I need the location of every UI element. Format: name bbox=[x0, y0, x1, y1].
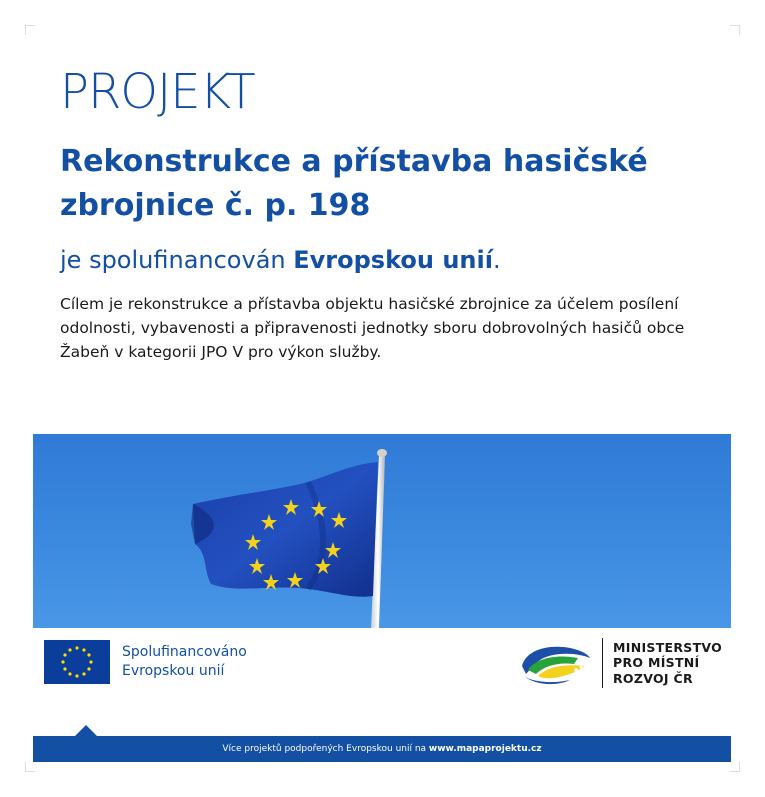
eu-flag-photo bbox=[33, 434, 731, 628]
project-title: Rekonstrukce a přístavba hasičské zbrojnice č. p. 198 bbox=[60, 144, 648, 223]
eu-logo-line1: Spolufinancováno bbox=[122, 644, 247, 660]
crop-mark-top-right bbox=[730, 25, 740, 35]
mmr-divider bbox=[602, 638, 603, 688]
crop-mark-bottom-right bbox=[730, 762, 740, 772]
crop-mark-top-left bbox=[25, 25, 35, 35]
ministry-line3: ROZVOJ ČR bbox=[613, 670, 693, 686]
eu-logo-line2: Evropskou unií bbox=[122, 663, 225, 679]
mmr-emblem-icon bbox=[518, 640, 594, 686]
subtitle-suffix: . bbox=[492, 246, 501, 274]
cofinancing-statement bbox=[60, 246, 501, 275]
ministry-line1: MINISTERSTVO bbox=[613, 639, 723, 655]
footer-link[interactable]: www.mapaprojektu.cz bbox=[428, 744, 542, 754]
crop-mark-bottom-left bbox=[25, 762, 35, 772]
project-description: Cílem je rekonstrukce a přístavba objektu hasičské zbrojnice za účelem posílení odolnosti, vybavenosti a připravenosti jednotky sboru dobrovolných hasičů obce Žabeň v kategorii JPO V pro výkon služby. bbox=[60, 295, 685, 361]
ministry-logo bbox=[518, 638, 722, 688]
footer-notch bbox=[75, 725, 97, 736]
ministry-name bbox=[613, 640, 722, 687]
ministry-line2: PRO MÍSTNÍ bbox=[613, 655, 700, 671]
eu-logo-text bbox=[122, 643, 247, 681]
footer-bar bbox=[33, 736, 731, 762]
footer-text: Více projektů podpořených Evropskou unií na bbox=[222, 744, 429, 754]
eu-flag-icon bbox=[44, 640, 110, 684]
eu-cofinanced-logo bbox=[44, 640, 247, 684]
subtitle-prefix: je spolufinancován bbox=[60, 246, 294, 274]
subtitle-eu: Evropskou unií bbox=[293, 246, 493, 274]
projekt-heading: PROJEKT bbox=[60, 64, 255, 120]
